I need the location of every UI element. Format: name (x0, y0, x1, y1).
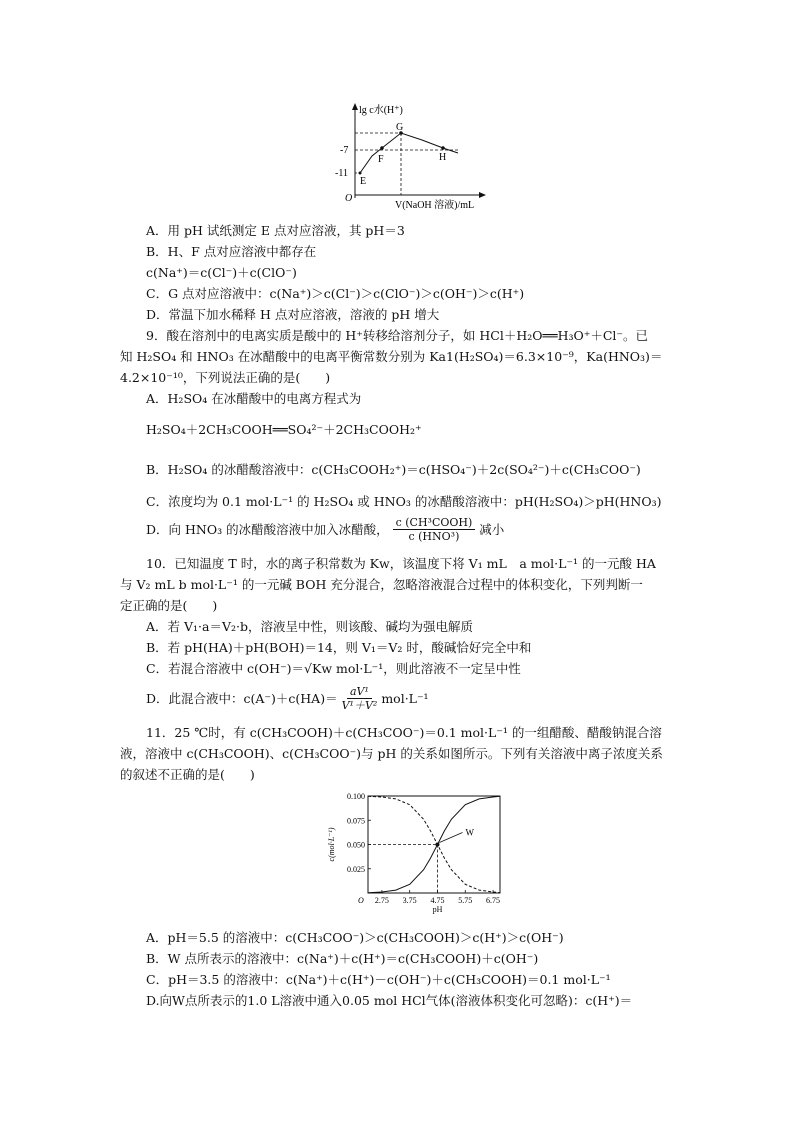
q9-stem-line1: 9．酸在溶剂中的电离实质是酸中的 H⁺转移给溶剂分子，如 HCl＋H₂O══H₃O⁺＋Cl⁻。已 (146, 328, 648, 343)
q9-option-a: A．H₂SO₄ 在冰醋酸中的电离方程式为 (146, 391, 362, 406)
q11-stem-line2: 液，溶液中 c(CH₃COOH)、c(CH₃COO⁻)与 pH 的关系如图所示。下列有关溶液中离子浓度关系 (120, 746, 663, 761)
point-e-label: E (360, 176, 367, 187)
q9-stem-line2: 知 H₂SO₄ 和 HNO₃ 在冰醋酸中的电离平衡常数分别为 Ka1(H₂SO₄)＝6.3×10⁻⁹，Ka(HNO₃)＝ (120, 349, 663, 364)
q9-option-d-fraction (393, 516, 476, 543)
q10-stem-line2: 与 V₂ mL b mol·L⁻¹ 的一元碱 BOH 充分混合，忽略溶液混合过程中的体积变化，下列判断一 (120, 577, 643, 592)
q8-option-c: C．G 点对应溶液中：c(Na⁺)＞c(Cl⁻)＞c(ClO⁻)＞c(OH⁻)＞c(H⁺) (146, 286, 525, 301)
q11-option-b: B．W 点所表示的溶液中：c(Na⁺)＋c(H⁺)＝c(CH₃COOH)＋c(OH⁻) (146, 951, 539, 966)
x-tick-label: 3.75 (402, 896, 417, 905)
y-tick-a: -7 (340, 145, 349, 156)
y-axis-label: lg c水(H⁺) (359, 105, 403, 116)
q8-option-a: A．用 pH 试纸测定 E 点对应溶液，其 pH＝3 (146, 223, 405, 238)
q9-stem-line3: 4.2×10⁻¹⁰，下列说法正确的是( ) (120, 370, 331, 385)
q8-option-b: B．H、F 点对应溶液中都存在 (146, 244, 317, 259)
y-tick-label: 0.025 (347, 864, 365, 874)
x-tick-label: 5.75 (458, 896, 473, 905)
x-tick-label: 4.75 (430, 896, 445, 905)
point-h-label: H (439, 152, 447, 163)
fraction-denominator: c (HNO³) (408, 530, 460, 543)
q10-option-d-tail: mol·L⁻¹ (381, 690, 429, 706)
q9-option-d (146, 516, 504, 543)
q8-option-b-formula: c(Na⁺)＝c(Cl⁻)＋c(ClO⁻) (146, 265, 297, 280)
y-axis-label: c(mol·L⁻¹) (327, 827, 336, 862)
x-tick-label: 2.75 (374, 896, 389, 905)
q10-stem-line3: 定正确的是( ) (120, 598, 218, 613)
point-f-label: F (378, 154, 384, 165)
concentration-ph-chart (320, 788, 510, 918)
y-tick-label: 0.050 (347, 840, 365, 850)
x-axis-label: pH (432, 905, 443, 914)
q11-option-d: D.向W点所表示的1.0 L溶液中通入0.05 mol HCl气体(溶液体积变化可忽略)：c(H⁺)＝ (146, 993, 633, 1008)
q11-option-a: A．pH＝5.5 的溶液中：c(CH₃COO⁻)＞c(CH₃COOH)＞c(H⁺)＞c(OH⁻) (146, 930, 564, 945)
fraction-numerator: c (CH³COOH) (393, 516, 476, 530)
q10-option-d-text: D．此混合液中：c(A⁻)＋c(HA)＝ (146, 690, 338, 706)
point-g-label: G (396, 122, 404, 133)
x-tick-label: 6.75 (486, 896, 501, 905)
q8-option-d: D．常温下加水稀释 H 点对应溶液，溶液的 pH 增大 (146, 307, 440, 322)
origin-label: O (345, 193, 353, 204)
q9-option-b: B．H₂SO₄ 的冰醋酸溶液中：c(CH₃COOH₂⁺)＝c(HSO₄⁻)＋2c(SO₄²⁻)＋c(CH₃COO⁻) (146, 462, 641, 477)
x-axis-label: V(NaOH 溶液)/mL (395, 200, 475, 211)
y-tick-label: 0.100 (347, 792, 365, 801)
y-tick-b: -11 (335, 168, 348, 179)
fraction-numerator: aV¹ (347, 685, 372, 699)
q10-option-a: A．若 V₁·a＝V₂·b，溶液呈中性，则该酸、碱均为强电解质 (146, 619, 473, 634)
q11-option-c: C．pH＝3.5 的溶液中：c(Na⁺)＋c(H⁺)－c(OH⁻)＋c(CH₃COOH)＝0.1 mol·L⁻¹ (146, 972, 611, 987)
y-tick-label: 0.075 (347, 816, 365, 826)
q9-option-d-text: D．向 HNO₃ 的冰醋酸溶液中加入冰醋酸， (146, 521, 389, 537)
fraction-denominator: V¹＋V² (341, 699, 378, 712)
origin-label: O (358, 896, 364, 905)
q9-option-a-equation: H₂SO₄＋2CH₃COOH══SO₄²⁻＋2CH₃COOH₂⁺ (146, 422, 422, 437)
q11-stem-line3: 的叙述不正确的是( ) (120, 767, 255, 782)
titration-figure (330, 100, 490, 212)
point-w-label: W (465, 827, 474, 838)
q10-option-d-fraction (342, 685, 378, 712)
q10-option-c: C．若混合溶液中 c(OH⁻)＝√Kw mol·L⁻¹，则此溶液不一定呈中性 (146, 661, 521, 676)
q9-option-d-tail: 减小 (479, 521, 505, 537)
q10-stem-line1: 10．已知温度 T 时，水的离子积常数为 Kw，该温度下将 V₁ mL a mol·L⁻¹ 的一元酸 HA (146, 556, 656, 571)
q9-option-c: C．浓度均为 0.1 mol·L⁻¹ 的 H₂SO₄ 或 HNO₃ 的冰醋酸溶液中：pH(H₂SO₄)＞pH(HNO₃) (146, 494, 662, 509)
q10-option-b: B．若 pH(HA)＋pH(BOH)＝14，则 V₁＝V₂ 时，酸碱恰好完全中和 (146, 640, 532, 655)
point-w (435, 843, 439, 847)
q11-stem-line1: 11．25 ℃时，有 c(CH₃COOH)＋c(CH₃COO⁻)＝0.1 mol·L⁻¹ 的一组醋酸、醋酸钠混合溶 (146, 725, 662, 740)
q10-option-d (146, 685, 429, 712)
